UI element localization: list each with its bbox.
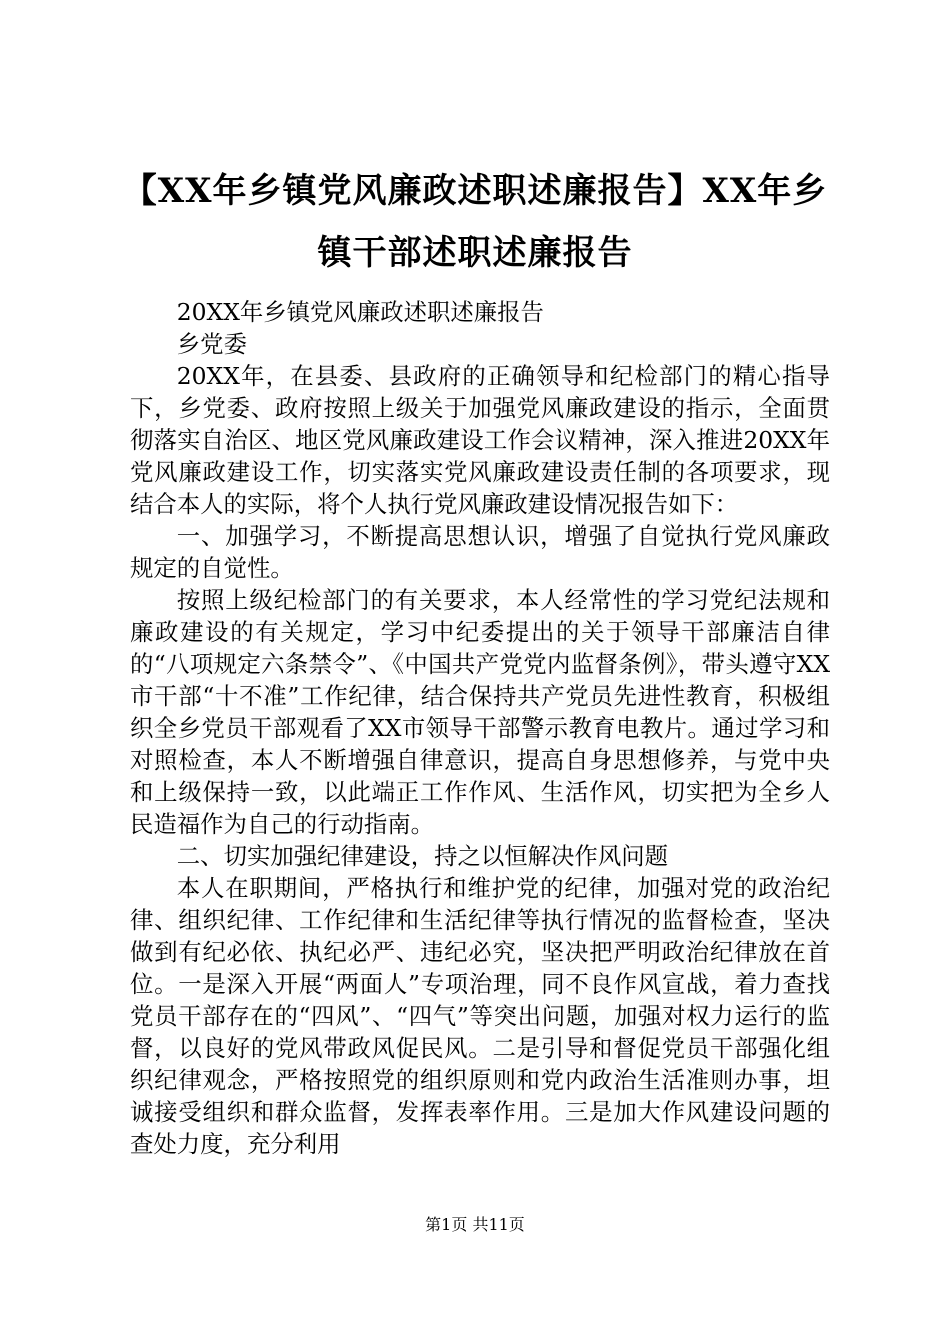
document-title: 【XX年乡镇党风廉政述职述廉报告】XX年乡镇干部述职述廉报告 (122, 171, 828, 273)
document-body (130, 296, 830, 1160)
section-2-paragraph: 本人在职期间，严格执行和维护党的纪律，加强对党的政治纪律、组织纪律、工作纪律和生活纪律等执行情况的监督检查，坚决做到有纪必依、执纪必严、违纪必究，坚决把严明政治纪律放在首位。一是深入开展“两面人”专项治理，同不良作风宣战，着力查找党员干部存在的“四风”、“四气”等突出问题，加强对权力运行的监督，以良好的党风带政风促民风。二是引导和督促党员干部强化组织纪律观念，严格按照党的组织原则和党内政治生活准则办事，坦诚接受组织和群众监督，发挥表率作用。三是加大作风建设问题的查处力度，充分利用 (130, 874, 830, 1158)
section-heading-2: 二、切实加强纪律建设，持之以恒解决作风问题 (176, 842, 668, 870)
page-footer: 第1页 共11页 (425, 1215, 525, 1234)
section-1-paragraph: 按照上级纪检部门的有关要求，本人经常性的学习党纪法规和廉政建设的有关规定，学习中纪委提出的关于领导干部廉洁自律的“八项规定六条禁令”、《中国共产党党内监督条例》，带头遵守XX市干部“十不准”工作纪律，结合保持共产党员先进性教育，积极组织全乡党员干部观看了XX市领导干部警示教育电教片。通过学习和对照检查，本人不断增强自律意识，提高自身思想修养，与党中央和上级保持一致，以此端正工作作风、生活作风，切实把为全乡人民造福作为自己的行动指南。 (130, 586, 830, 838)
section-heading-1: 一、加强学习，不断提高思想认识，增强了自觉执行党风廉政规定的自觉性。 (130, 522, 830, 582)
report-heading: 20XX年乡镇党风廉政述职述廉报告 (176, 298, 544, 326)
author-line: 乡党委 (176, 330, 247, 358)
intro-paragraph: 20XX年，在县委、县政府的正确领导和纪检部门的精心指导下，乡党委、政府按照上级关于加强党风廉政建设的指示，全面贯彻落实自治区、地区党风廉政建设工作会议精神，深入推进20XX年党风廉政建设工作，切实落实党风廉政建设责任制的各项要求，现结合本人的实际，将个人执行党风廉政建设情况报告如下： (130, 362, 830, 518)
